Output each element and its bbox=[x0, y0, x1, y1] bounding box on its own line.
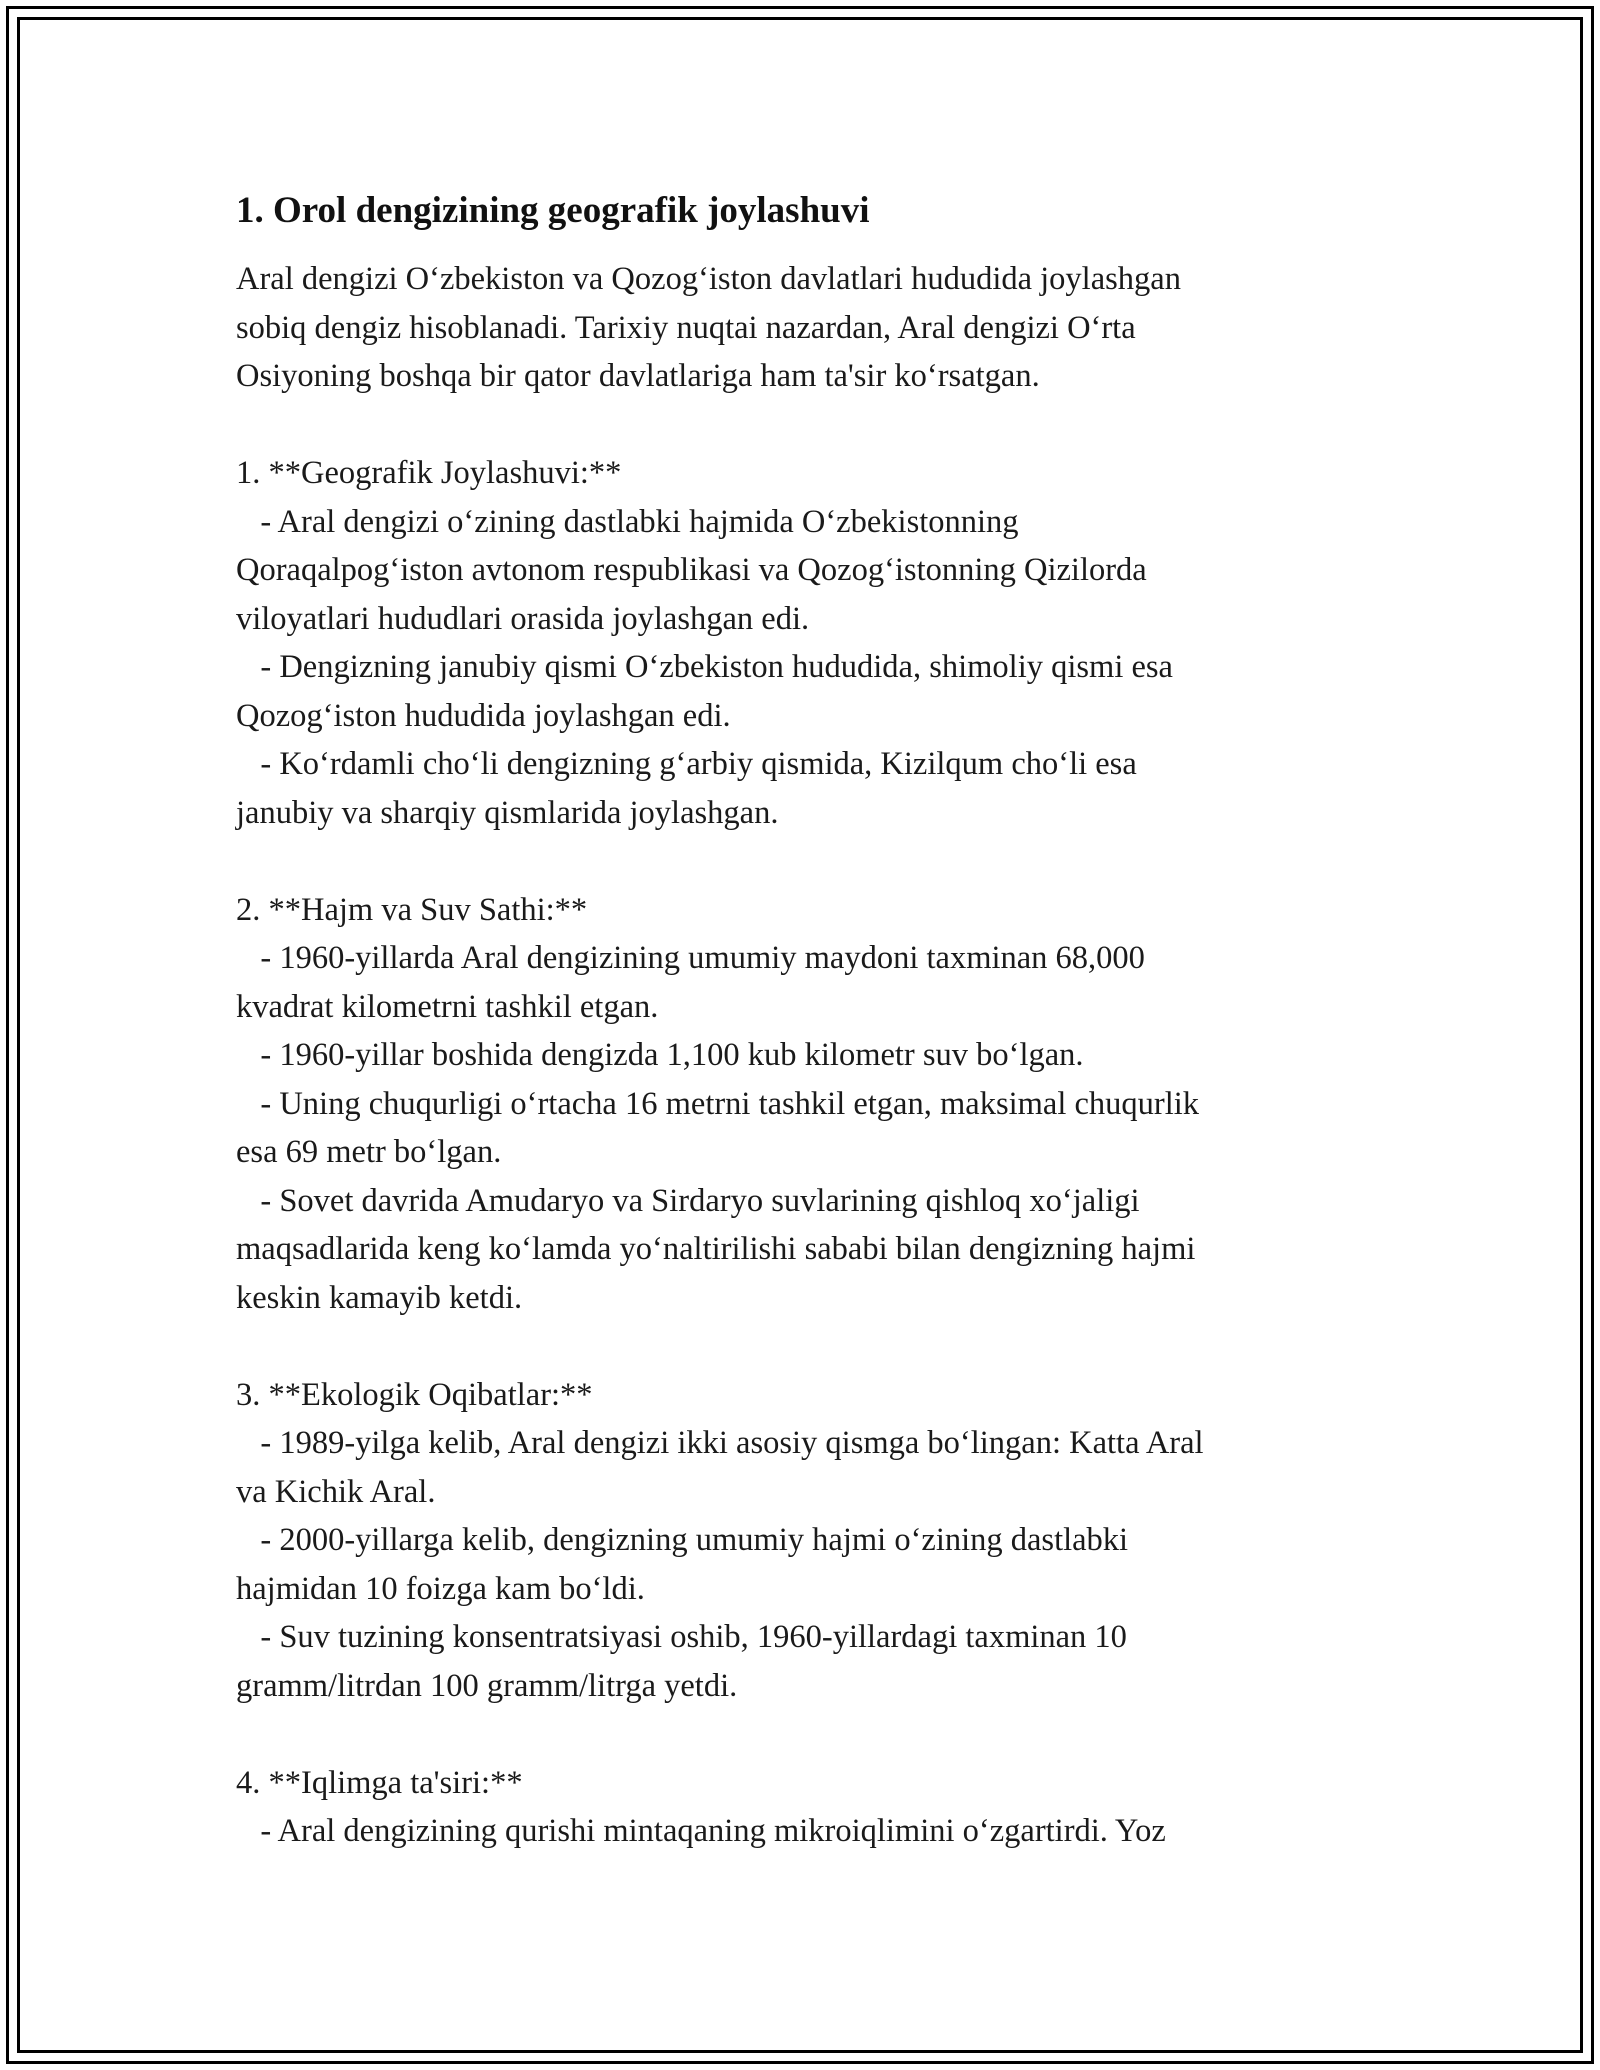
document-content bbox=[236, 185, 1366, 1856]
document-heading: 1. Orol dengizining geografik joylashuvi bbox=[236, 190, 870, 231]
document-body-text: Aral dengizi O‘zbekiston va Qozog‘iston davlatlari hududida joylashgan sobiq dengiz hisoblanadi. Tarixiy nuqtai nazardan, Aral dengizi O‘rta Osiyoning boshqa bir qator davlatlariga ham ta'sir ko‘rsatgan. 1. **Geografik Joylashuvi:** - Aral dengizi o‘zining dastlabki hajmida O‘zbekistonning Qoraqalpog‘iston avtonom respublikasi va Qozog‘istonning Qizilorda viloyatlari hududlari orasida joylashgan edi. - Dengizning janubiy qismi O‘zbekiston hududida, shimoliy qismi esa Qozog‘iston hududida joylashgan edi. - Ko‘rdamli cho‘li dengizning g‘arbiy qismida, Kizilqum cho‘li esa janubiy va sharqiy qismlarida joylashgan. 2. **Hajm va Suv Sathi:** - 1960-yillarda Aral dengizining umumiy maydoni taxminan 68,000 kvadrat kilometrni tashkil etgan. - 1960-yillar boshida dengizda 1,100 kub kilometr suv bo‘lgan. - Uning chuqurligi o‘rtacha 16 metrni tashkil etgan, maksimal chuqurlik esa 69 metr bo‘lgan. - Sovet davrida Amudaryo va Sirdaryo suvlarining qishloq xo‘jaligi maqsadlarida keng ko‘lamda yo‘naltirilishi sababi bilan dengizning hajmi keskin kamayib ketdi. 3. **Ekologik Oqibatlar:** - 1989-yilga kelib, Aral dengizi ikki asosiy qismga bo‘lingan: Katta Aral va Kichik Aral. - 2000-yillarga kelib, dengizning umumiy hajmi o‘zining dastlabki hajmidan 10 foizga kam bo‘ldi. - Suv tuzining konsentratsiyasi oshib, 1960-yillardagi taxminan 10 gramm/litrdan 100 gramm/litrga yetdi. 4. **Iqlimga ta'siri:** - Aral dengizining qurishi mintaqaning mikroiqlimini o‘zgartirdi. Yoz bbox=[236, 261, 1204, 1849]
